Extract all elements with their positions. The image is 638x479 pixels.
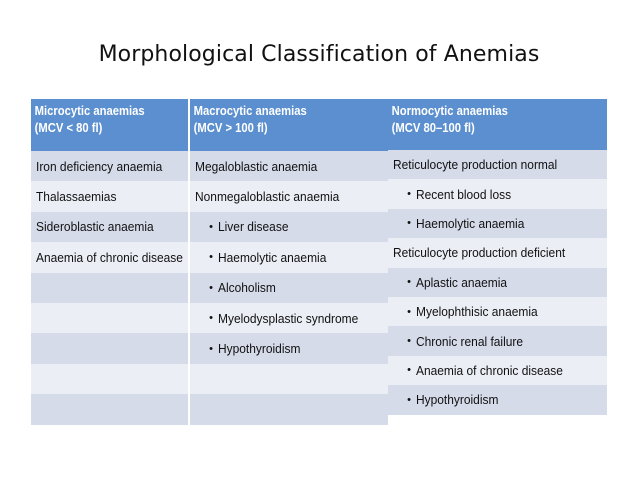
bullet-icon: • — [407, 305, 411, 318]
row-text: Recent blood loss — [416, 186, 512, 202]
table-row — [388, 385, 607, 414]
row-text: Haemolytic anaemia — [218, 249, 327, 265]
row-text: Myelodysplastic syndrome — [218, 310, 359, 326]
table-row — [388, 268, 607, 297]
bullet-icon: • — [209, 342, 213, 355]
column-header-line: (MCV > 100 fl) — [193, 121, 268, 135]
row-text: Haemolytic anaemia — [416, 215, 525, 231]
row-text: Anaemia of chronic disease — [36, 249, 183, 265]
row-text: Aplastic anaemia — [416, 274, 508, 290]
table-row — [190, 273, 388, 303]
table-row — [31, 303, 188, 333]
table-row — [31, 212, 188, 242]
row-text: Myelophthisic anaemia — [416, 304, 538, 320]
macrocytic-column — [190, 99, 388, 425]
column-header — [31, 99, 188, 151]
slide-title: Morphological Classification of Anemias — [98, 42, 540, 67]
bullet-icon: • — [407, 217, 411, 230]
table-row — [388, 238, 607, 267]
table-row — [190, 181, 388, 211]
row-text: Anaemia of chronic disease — [416, 362, 563, 378]
table-row — [190, 212, 388, 242]
table-row — [31, 273, 188, 303]
table-row — [388, 209, 607, 238]
row-text: Reticulocyte production normal — [393, 157, 558, 173]
column-header-line: Normocytic anaemias — [391, 104, 508, 118]
column-header-line: (MCV 80–100 fl) — [391, 121, 475, 135]
row-text: Liver disease — [218, 219, 289, 235]
table-row — [388, 356, 607, 385]
bullet-icon: • — [407, 335, 411, 348]
row-text: Iron deficiency anaemia — [36, 158, 163, 174]
bullet-icon: • — [407, 188, 411, 201]
row-text: Megaloblastic anaemia — [195, 158, 318, 174]
bullet-icon: • — [407, 364, 411, 377]
normocytic-column — [388, 99, 607, 415]
table-row — [190, 333, 388, 363]
table-row — [31, 333, 188, 363]
row-text: Sideroblastic anaemia — [36, 219, 154, 235]
column-header — [388, 99, 607, 150]
table-row — [190, 303, 388, 333]
table-row — [388, 297, 607, 326]
table-row — [190, 242, 388, 272]
column-header-line: Microcytic anaemias — [34, 104, 145, 118]
table-row — [31, 394, 188, 424]
table-row — [190, 364, 388, 394]
row-text: Alcoholism — [218, 280, 276, 296]
table-row — [31, 151, 188, 181]
column-header-line: Macrocytic anaemias — [193, 104, 307, 118]
row-text: Hypothyroidism — [416, 392, 499, 408]
row-text: Thalassaemias — [36, 189, 117, 205]
column-header-line: (MCV < 80 fl) — [34, 121, 103, 135]
bullet-icon: • — [209, 281, 213, 294]
bullet-icon: • — [407, 393, 411, 406]
table-row — [31, 181, 188, 211]
bullet-icon: • — [209, 312, 213, 325]
table-row — [388, 150, 607, 179]
row-text: Hypothyroidism — [218, 341, 301, 357]
row-text: Chronic renal failure — [416, 333, 524, 349]
table-row — [31, 364, 188, 394]
bullet-icon: • — [209, 251, 213, 264]
column-header — [190, 99, 388, 151]
table-row — [388, 179, 607, 208]
row-text: Reticulocyte production deficient — [393, 245, 566, 261]
microcytic-column — [31, 99, 188, 425]
table-row — [190, 151, 388, 181]
table-row — [190, 394, 388, 424]
table-row — [388, 326, 607, 355]
row-text: Nonmegaloblastic anaemia — [195, 189, 340, 205]
bullet-icon: • — [209, 220, 213, 233]
bullet-icon: • — [407, 276, 411, 289]
table-row — [31, 242, 188, 272]
